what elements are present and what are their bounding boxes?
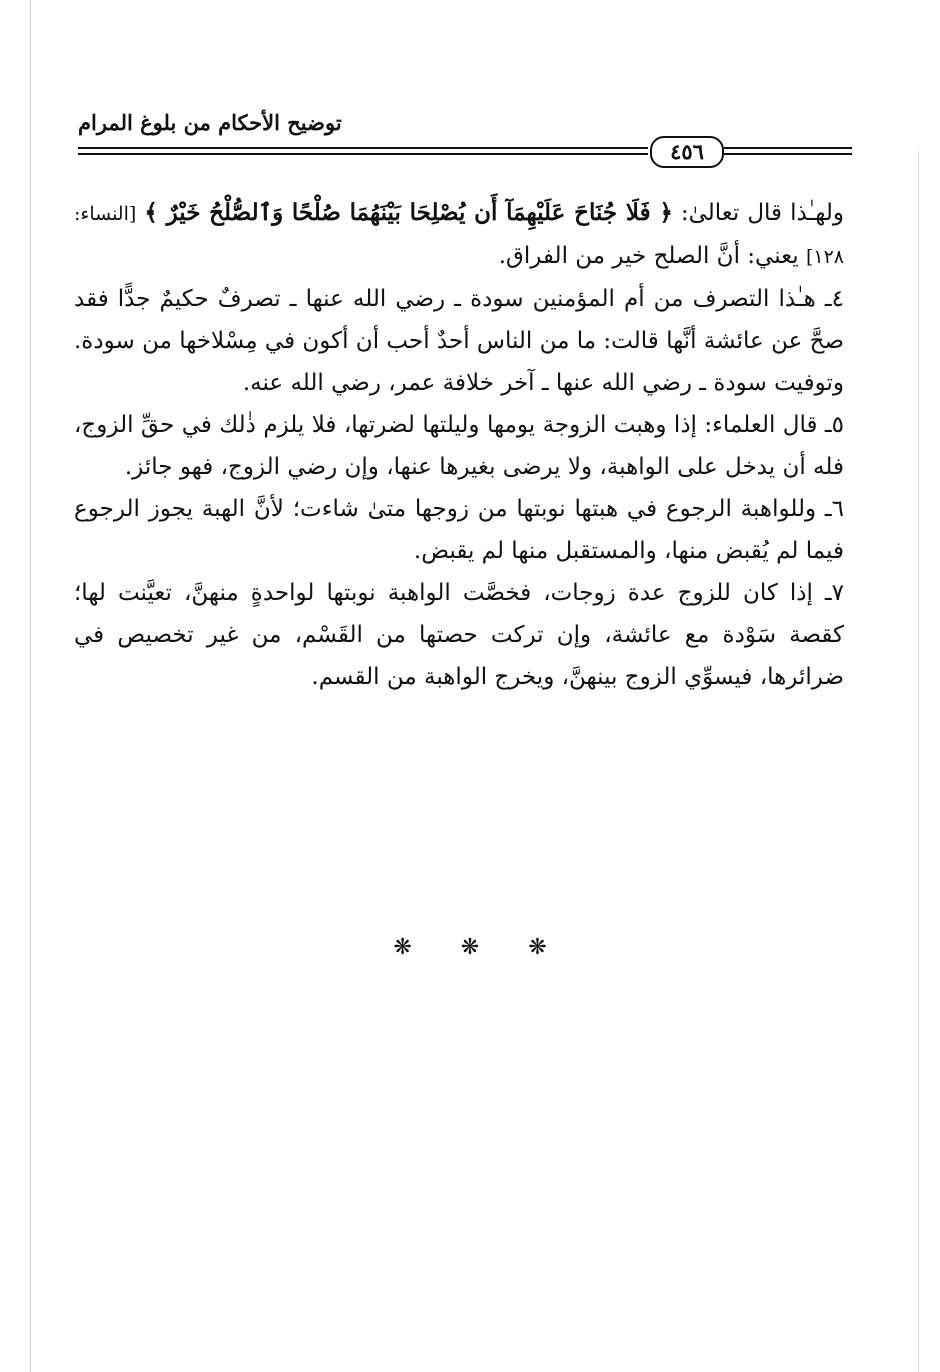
asterism-ornament: ❋: [528, 935, 547, 960]
asterism-ornament: ❋: [393, 935, 412, 960]
main-text: [74, 192, 844, 698]
list-item: ٦ـ وللواهبة الرجوع في هبتها نوبتها من زوجها متىٰ شاءت؛ لأنَّ الهبة يجوز الرجوع فيما لم يُقبض منها، والمستقبل منها لم يقبض.: [74, 496, 844, 564]
header-rule: [78, 145, 852, 159]
scan-edge-left: [30, 0, 31, 1372]
running-header-title: توضيح الأحكام من بلوغ المرام: [78, 110, 342, 135]
intro-paragraph: [74, 192, 844, 278]
verse-reference: [النساء: ١٢٨]: [74, 203, 844, 268]
scan-edge-right: [918, 150, 919, 1372]
page-number: ٤٥٦: [650, 136, 724, 168]
list-item: ٧ـ إذا كان للزوج عدة زوجات، فخصَّت الواهبة نوبتها لواحدةٍ منهنَّ، تعيَّنت لها؛ كقصة سَوْدة مع عائشة، وإن تركت حصتها من القَسْم، من غير تخصيص في ضرائرها، فيسوِّي الزوج بينهنَّ، ويخرج الواهبة من القسم.: [74, 580, 844, 690]
intro-suffix: يعني: أنَّ الصلح خير من الفراق.: [498, 243, 806, 269]
quran-verse: ﴿ فَلَا جُنَاحَ عَلَيْهِمَآ أَن يُصْلِحَا بَيْنَهُمَا صُلْحًا وَٱلصُّلْحُ خَيْرٌ ﴾: [144, 199, 673, 226]
asterism-ornament: ❋: [460, 935, 480, 960]
intro-prefix: ولهـٰذا قال تعالىٰ:: [672, 200, 845, 226]
list-item: ٥ـ قال العلماء: إذا وهبت الزوجة يومها وليلتها لضرتها، فلا يلزم ذٰلك في حقِّ الزوج، فله أن يدخل على الواهبة، ولا يرضى بغيرها عنها، وإن رضي الزوج، فهو جائز.: [74, 412, 844, 480]
list-item: ٤ـ هـٰذا التصرف من أم المؤمنين سودة ـ رضي الله عنها ـ تصرفٌ حكيمٌ جدًّا فقد صحَّ عن عائشة أنَّها قالت: ما من الناس أحدٌ أحب أن أكون في مِسْلاخها من سودة. وتوفيت سودة ـ رضي الله عنها ـ آخر خلافة عمر، رضي الله عنه.: [74, 286, 844, 396]
section-end-ornaments: [0, 935, 940, 960]
